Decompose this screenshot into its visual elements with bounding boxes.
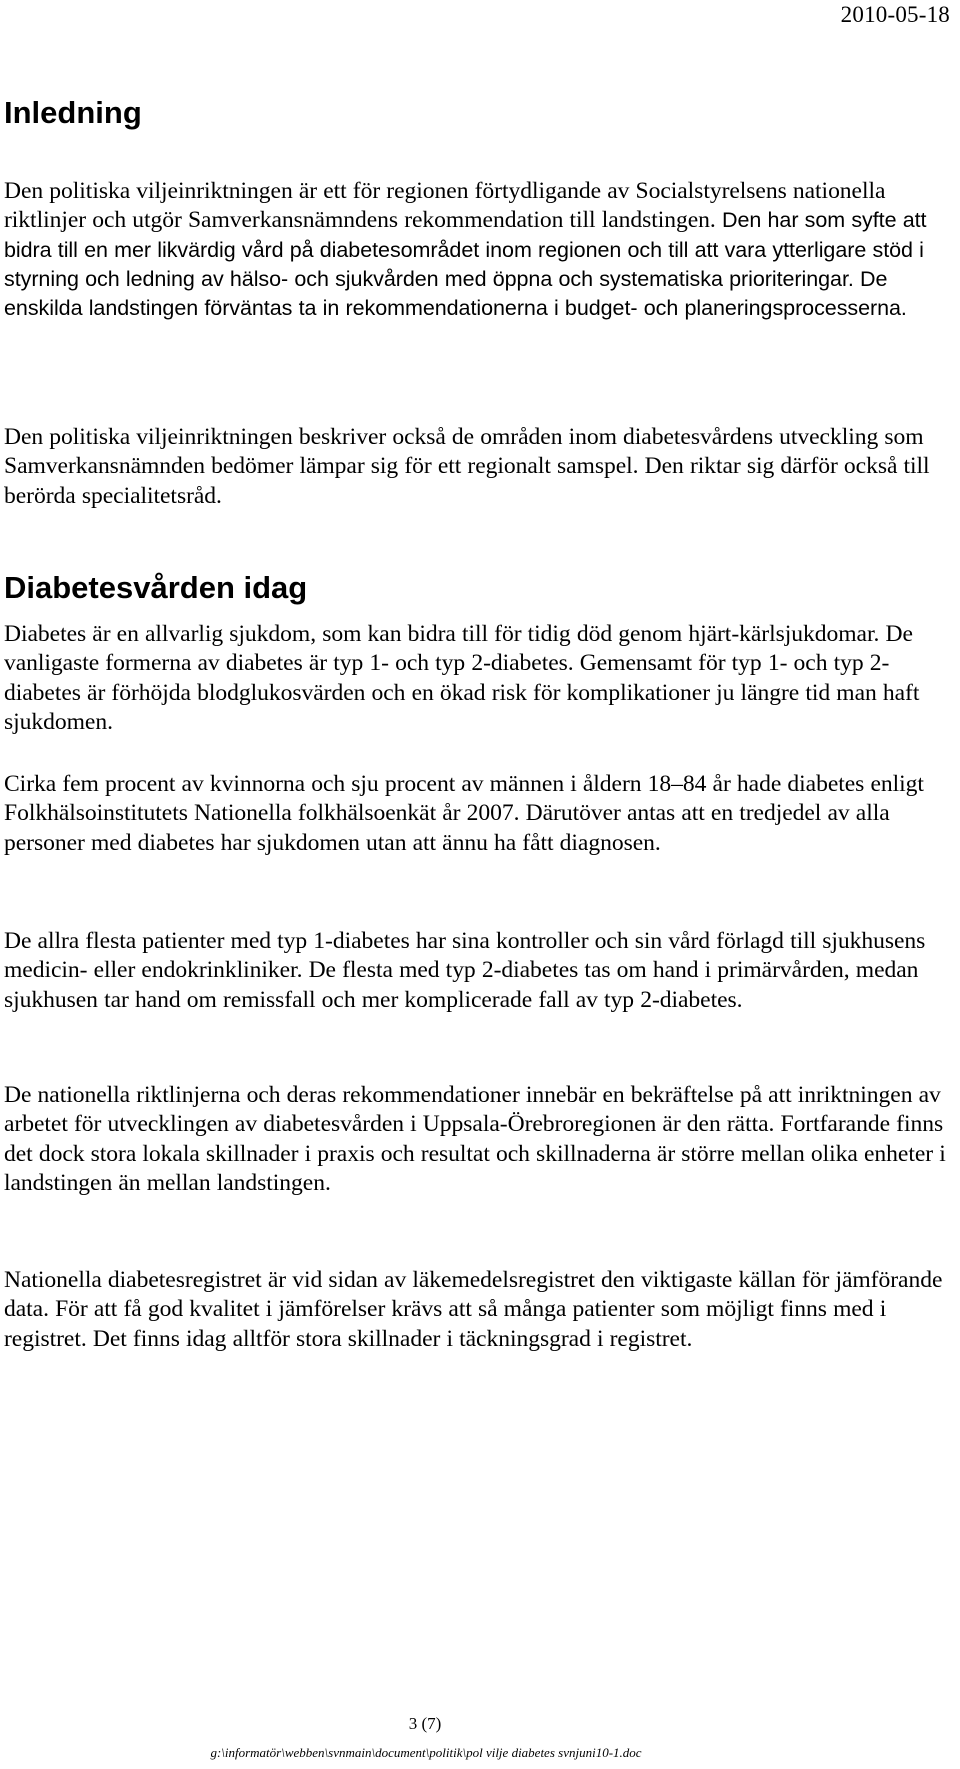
page-number-text: 3 (7) bbox=[408, 1714, 442, 1733]
paragraph: De nationella riktlinjerna och deras rekommendationer innebär en bekräftelse på att inriktningen av arbetet för utvecklingen av diabetesvården i Uppsala-Örebroregionen är den rätta. Fortfarande finns det dock stora lokala skillnader i praxis och resultat och skillnaderna är större mellan olika enheter i landstingen än mellan landstingen. bbox=[4, 1082, 946, 1196]
paragraph bbox=[4, 177, 952, 323]
paragraph: Den politiska viljeinriktningen beskriver också de områden inom diabetesvårdens utveckling som Samverkansnämnden bedömer lämpar sig för ett regionalt samspel. Den riktar sig därför också till berörda specialitetsråd. bbox=[4, 424, 930, 509]
section-heading-inledning: Inledning bbox=[4, 95, 142, 130]
file-path-text: g:\informatör\webben\svnmain\document\politik\pol vilje diabetes svnjuni10-1.doc bbox=[210, 1745, 642, 1760]
paragraph: De allra flesta patienter med typ 1-diabetes har sina kontroller och sin vård förlagd till sjukhusens medicin- eller endokrinkliniker. De flesta med typ 2-diabetes tas om hand i primärvården, medan sjukhusen tar hand om remissfall och mer komplicerade fall av typ 2-diabetes. bbox=[4, 928, 926, 1013]
paragraph: Diabetes är en allvarlig sjukdom, som kan bidra till för tidig död genom hjärt-kärlsjukdomar. De vanligaste formerna av diabetes är typ 1- och typ 2-diabetes. Gemensamt för typ 1- och typ 2-diabetes är förhöjda blodglukosvärden och en ökad risk för komplikationer ju längre tid man haft sjukdomen. bbox=[4, 621, 920, 735]
header-date: 2010-05-18 bbox=[840, 2, 950, 27]
paragraph-text: Den har som syfte att bidra till en mer likvärdig vård på diabetesområdet inom regionen och till att vara ytterligare stöd i styrning och ledning av hälso- och sjukvården med öppna och systematiska prioriteringar. De enskilda landstingen förväntas ta in rekommendationerna i budget- och planeringsprocesserna. bbox=[4, 208, 927, 321]
paragraph: Nationella diabetesregistret är vid sidan av läkemedelsregistret den viktigaste källan för jämförande data. För att få god kvalitet i jämförelser krävs att så många patienter som möjligt finns med i registret. Det finns idag alltför stora skillnader i täckningsgrad i registret. bbox=[4, 1267, 943, 1352]
file-path bbox=[0, 1745, 960, 1761]
paragraph-text: Den politiska viljeinriktningen är ett för regionen förtydligande av Socialstyrelsens nationella riktlinjer och utgör Samverkansnämndens rekommendation till landstingen. bbox=[4, 178, 886, 234]
page-number bbox=[0, 1714, 960, 1734]
section-heading-diabetesvarden-idag: Diabetesvården idag bbox=[4, 570, 308, 605]
paragraph: Cirka fem procent av kvinnorna och sju procent av männen i åldern 18–84 år hade diabetes enligt Folkhälsoinstitutets Nationella folkhälsoenkät år 2007. Därutöver antas att en tredjedel av alla personer med diabetes har sjukdomen utan att ännu ha fått diagnosen. bbox=[4, 771, 924, 856]
